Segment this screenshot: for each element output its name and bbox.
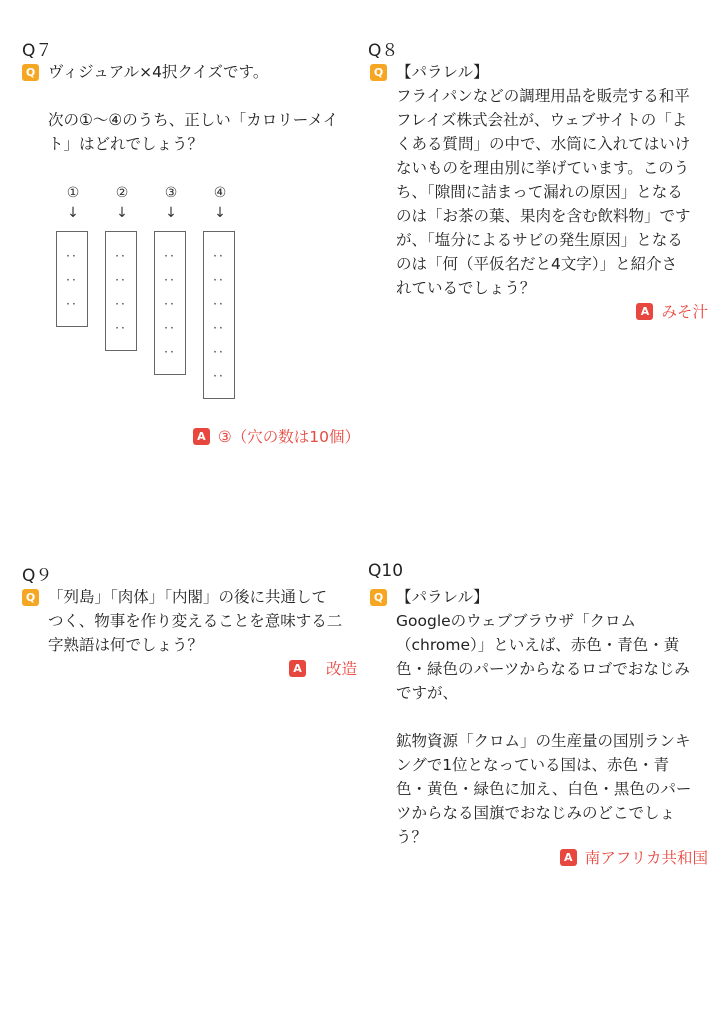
question-line: 鉱物資源「クロム」の生産量の国別ランキ [396,732,691,750]
choice-column-4 [203,185,237,399]
question-line: 【パラレル】 [396,63,489,81]
q7-number: Q７ [22,41,53,61]
choice-label: ③ [164,185,178,201]
question-line: 色・緑色のパーツからなるロゴでおなじみ [396,660,690,678]
question-line: 色・黄色・緑色に加え、白色・黒色のパー [396,780,692,798]
hole-pair: ·· [213,273,225,287]
answer-badge: A [560,849,577,866]
question-line: ち、「隙間に詰まって漏れの原因」となる [396,183,683,201]
answer-badge: A [193,428,210,445]
q10-number: Q10 [368,561,404,581]
answer-badge: A [289,660,306,677]
hole-pair: ·· [66,297,78,311]
question-line: ツからなる国旗でおなじみのどこでしょ [396,804,676,822]
q10-answer-text: 南アフリカ共和国 [584,849,708,867]
question-line: 「列島」「肉体」「内閣」の後に共通して [48,588,328,606]
question-line: つく、物事を作り変えることを意味する二 [48,612,343,630]
question-line: のは「お茶の葉、果肉を含む飲料物」です [396,207,691,225]
q8-question-text [396,60,691,300]
hole-pair: ·· [66,273,78,287]
hole-pair: ·· [164,345,176,359]
hole-pair: ·· [164,321,176,335]
q9-question-badge: Q [22,589,39,606]
question-line: が、「塩分によるサビの発生原因」となる [396,231,683,249]
question-line [48,84,338,108]
q7-answer [193,425,360,447]
question-line: フレイズ株式会社が、ウェブサイトの「よ [396,111,688,129]
down-arrow-icon: ↓ [116,205,128,221]
question-line: れているでしょう？ [396,279,536,297]
question-line: ングで1位となっている国は、赤色・青 [396,756,670,774]
question-line: ヴィジュアル×4択クイズです。 [48,63,269,81]
hole-pair: ·· [213,369,225,383]
choice-column-2 [105,185,139,351]
hole-pair: ·· [213,249,225,263]
hole-pair: ·· [115,249,127,263]
hole-pair: ·· [115,273,127,287]
question-line [396,705,691,729]
hole-pair: ·· [164,273,176,287]
question-line: う？ [396,828,428,846]
hole-pair: ·· [66,249,78,263]
hole-pair: ·· [213,297,225,311]
q10-question-text [396,585,691,849]
q7-question-badge: Q [22,64,39,81]
calorie-mate-bar [105,231,137,351]
question-line: フライパンなどの調理用品を販売する和平 [396,87,690,105]
calorie-mate-bar [56,231,88,327]
calorie-mate-bar [154,231,186,375]
down-arrow-icon: ↓ [67,205,79,221]
q8-question-badge: Q [370,64,387,81]
question-line: 【パラレル】 [396,588,489,606]
choice-label: ② [115,185,129,201]
q8-answer [636,300,708,322]
q9-answer-text: 改造 [325,660,357,678]
choice-column-1 [56,185,90,327]
hole-pair: ·· [164,297,176,311]
q9-number: Q９ [22,566,53,586]
question-line: ですが、 [396,684,459,702]
question-line: ないものを理由別に挙げています。このう [396,159,690,177]
question-line: 次の①～④のうち、正しい「カロリーメイ [48,111,339,129]
hole-pair: ·· [164,249,176,263]
hole-pair: ·· [115,297,127,311]
question-line: くある質問」の中で、水筒に入れてはいけ [396,135,691,153]
q7-question-text [48,60,338,156]
choice-label: ④ [213,185,227,201]
q8-number: Q８ [368,41,399,61]
choice-column-3 [154,185,188,375]
down-arrow-icon: ↓ [165,205,177,221]
q9-answer [289,657,357,679]
q8-answer-text: みそ汁 [661,303,708,321]
hole-pair: ·· [115,321,127,335]
q10-question-badge: Q [370,589,387,606]
question-line: （chrome）」といえば、赤色・青色・黄 [396,636,680,654]
down-arrow-icon: ↓ [214,205,226,221]
question-line: 字熟語は何でしょう？ [48,636,204,654]
q7-answer-text: ③（穴の数は10個） [217,428,360,446]
choice-label: ① [66,185,80,201]
hole-pair: ·· [213,345,225,359]
q10-answer [560,846,708,868]
q9-question-text [48,585,342,657]
question-line: ト」はどれでしょう？ [48,135,204,153]
question-line: のは「何（平仮名だと4文字）」と紹介さ [396,255,678,273]
answer-badge: A [636,303,653,320]
hole-pair: ·· [213,321,225,335]
calorie-mate-bar [203,231,235,399]
question-line: Googleのウェブブラウザ「クロム [396,612,637,630]
